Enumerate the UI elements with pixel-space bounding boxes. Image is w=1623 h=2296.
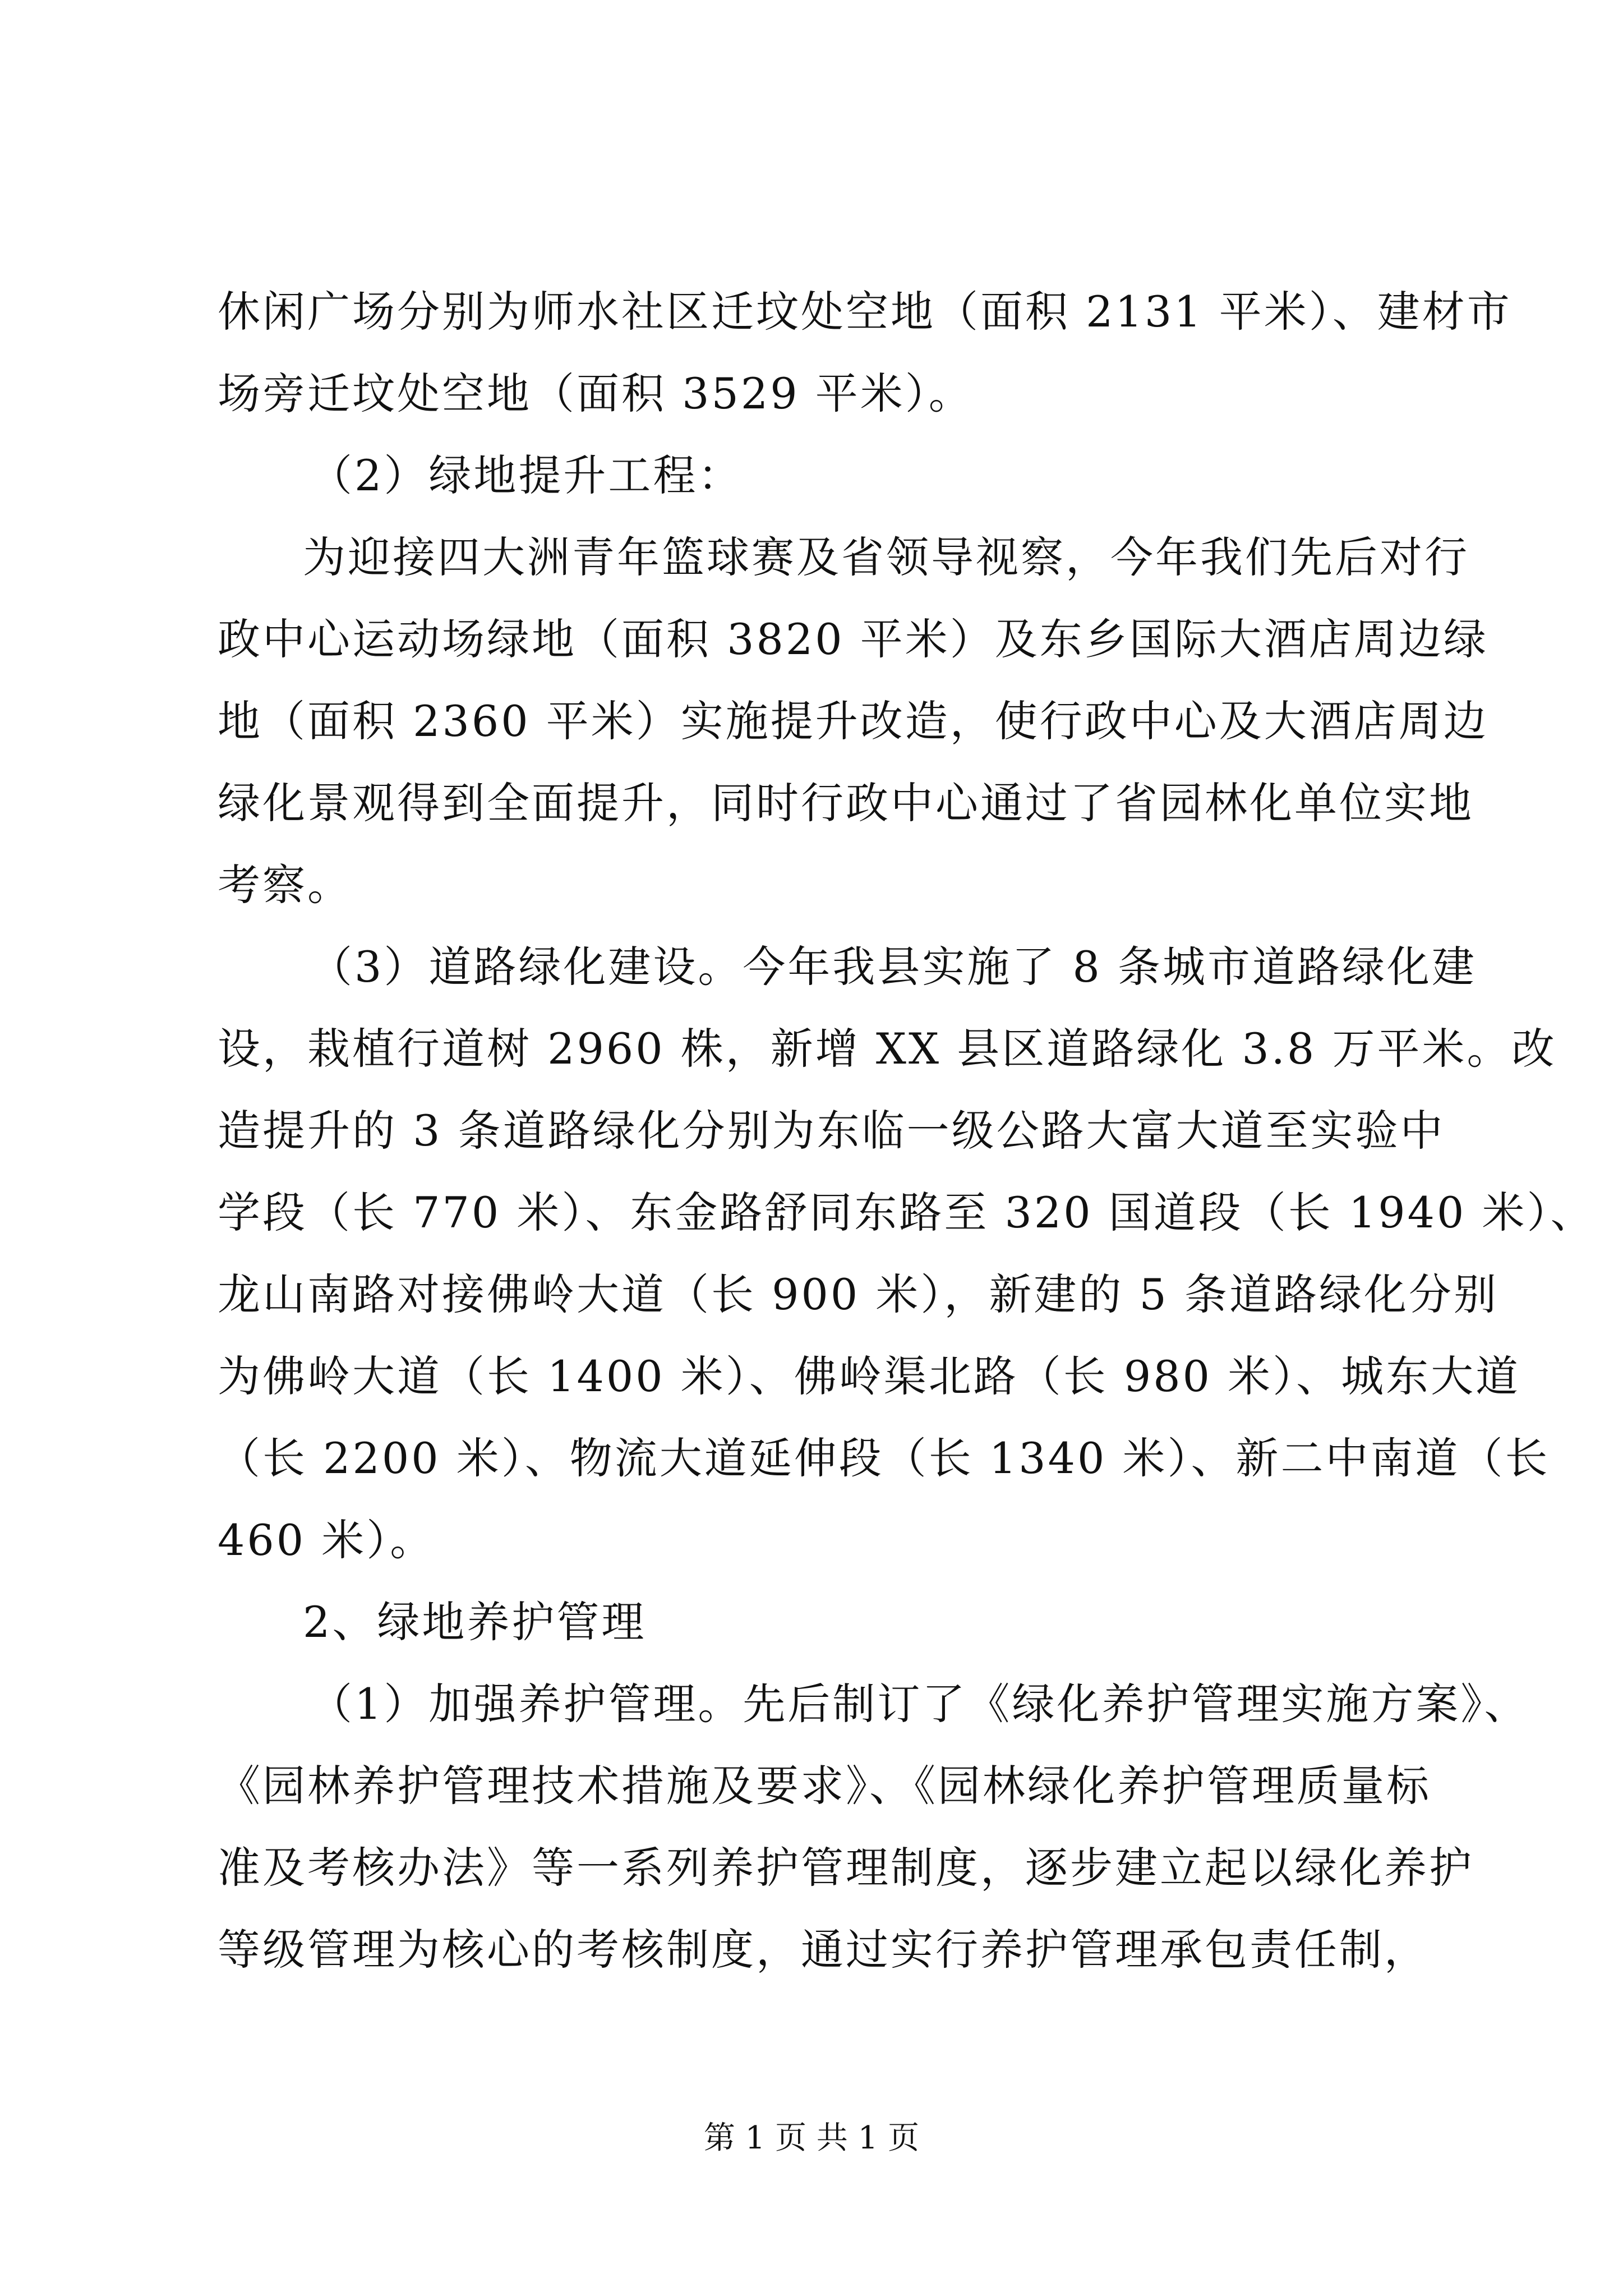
paragraph-start: （1）加强养护管理。先后制订了《绿化养护管理实施方案》、 [310,1679,1529,1729]
body-line: 等级管理为核心的考核制度，通过实行养护管理承包责任制， [218,1925,1429,1975]
paragraph-start: （3）道路绿化建设。今年我县实施了 8 条城市道路绿化建 [310,942,1477,992]
body-line: 《园林养护管理技术措施及要求》、《园林绿化养护管理质量标 [218,1761,1431,1811]
body-line: 地（面积 2360 平米）实施提升改造，使行政中心及大酒店周边 [218,696,1488,746]
body-line: 考察。 [218,860,352,910]
body-line: 场旁迁坟处空地（面积 3529 平米）。 [218,369,974,418]
document-body [218,287,1596,2012]
body-line: 460 米）。 [218,1515,435,1565]
body-line: 为佛岭大道（长 1400 米）、佛岭渠北路（长 980 米）、城东大道 [218,1351,1521,1401]
body-line: 休闲广场分别为师水社区迁坟处空地（面积 2131 平米）、建材市 [218,287,1512,337]
section-heading: （2）绿地提升工程： [310,450,743,500]
body-line: 准及考核办法》等一系列养护管理制度，逐步建立起以绿化养护 [218,1843,1474,1893]
body-line: 设，栽植行道树 2960 株，新增 XX 县区道路绿化 3.8 万平米。改 [218,1024,1557,1074]
body-line: 政中心运动场绿地（面积 3820 平米）及东乡国际大酒店周边绿 [218,614,1488,664]
body-line: 造提升的 3 条道路绿化分别为东临一级公路大富大道至实验中 [218,1106,1445,1156]
paragraph-start: 为迎接四大洲青年篮球赛及省领导视察，今年我们先后对行 [303,532,1469,582]
body-line: 绿化景观得到全面提升，同时行政中心通过了省园林化单位实地 [218,778,1474,828]
body-line: （长 2200 米）、物流大道延伸段（长 1340 米）、新二中南道（长 [218,1433,1550,1483]
body-line: 龙山南路对接佛岭大道（长 900 米），新建的 5 条道路绿化分别 [218,1269,1499,1319]
page-number-footer: 第 1 页 共 1 页 [703,2120,920,2156]
body-line: 学段（长 770 米）、东金路舒同东路至 320 国道段（长 1940 米）、 [218,1188,1596,1237]
section-heading: 2、绿地养护管理 [303,1597,647,1647]
